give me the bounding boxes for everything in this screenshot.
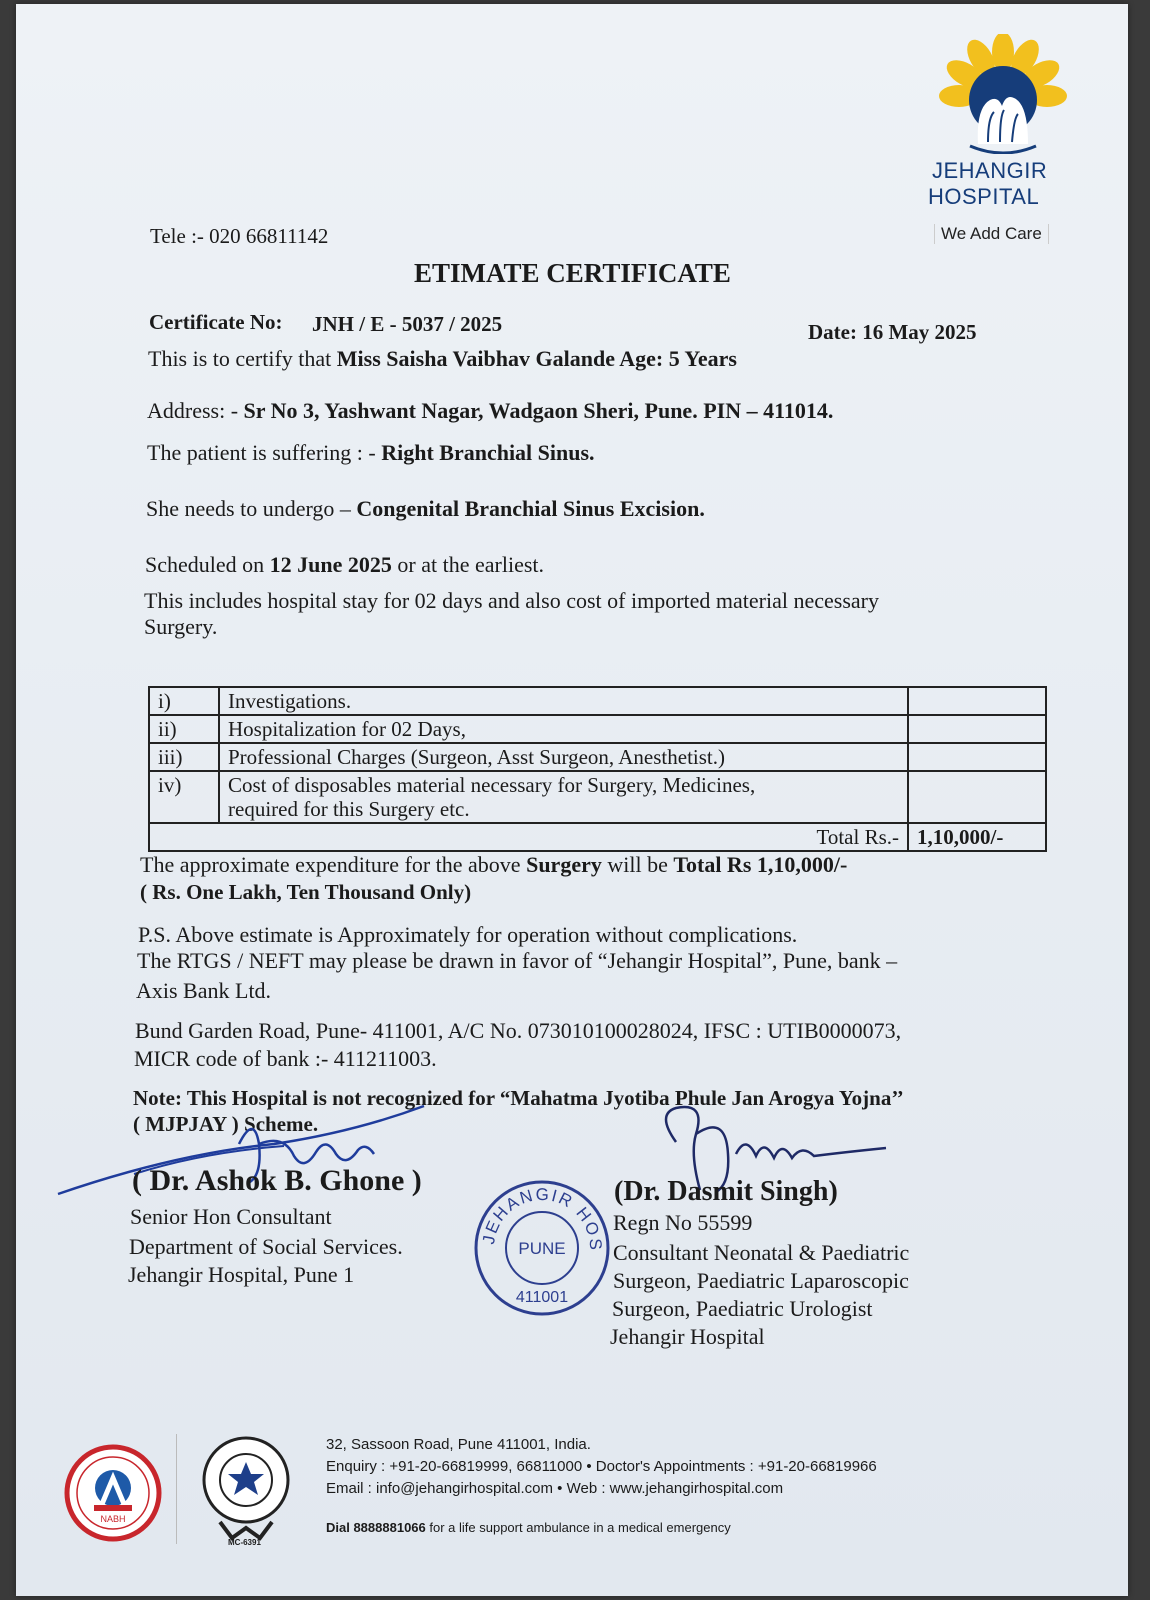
address-label: Address: -	[147, 398, 239, 423]
total-label: Total Rs.-	[149, 823, 908, 851]
hospital-stamp-icon	[472, 1178, 612, 1318]
expenditure-surgery: Surgery	[526, 852, 602, 877]
mc-logo	[196, 1434, 296, 1554]
ambulance-number: Dial 8888881066	[326, 1520, 426, 1535]
stamp-pin-text: 411001	[515, 1289, 569, 1306]
sunflower-logo-icon	[928, 34, 1078, 154]
schedule-suffix: or at the earliest.	[397, 552, 545, 577]
patient-details: Miss Saisha Vaibhav Galande Age: 5 Years	[336, 346, 737, 371]
right-signatory-line-3: Surgeon, Paediatric Laparoscopic	[613, 1268, 909, 1293]
stamp-ring-text: JEHANGIR HOS	[479, 1184, 606, 1253]
nabh-label: NABH	[100, 1514, 126, 1524]
table-row	[149, 771, 1046, 823]
ps-line-3: Axis Bank Ltd.	[136, 978, 272, 1003]
diagnosis-label: The patient is suffering : -	[147, 440, 376, 465]
certificate-number-label: Certificate No:	[149, 310, 283, 334]
right-signatory-line-5: Jehangir Hospital	[610, 1324, 765, 1349]
row-number: iv)	[149, 771, 219, 823]
certify-prefix: This is to certify that	[148, 346, 332, 371]
right-signatory-line-1: Regn No 55599	[613, 1210, 753, 1235]
nabh-badge-icon	[64, 1444, 162, 1542]
diagnosis-line	[147, 440, 595, 466]
row-description-line-1: Cost of disposables material necessary for Surgery, Medicines,	[228, 773, 756, 797]
table-row	[149, 687, 1046, 715]
schedule-line	[145, 552, 544, 578]
row-description: Investigations.	[219, 687, 908, 715]
row-description	[219, 771, 908, 823]
estimate-table	[148, 686, 1047, 852]
left-signatory-line-3: Jehangir Hospital, Pune 1	[128, 1262, 355, 1287]
ambulance-text: for a life support ambulance in a medical emergency	[429, 1520, 731, 1535]
expenditure-total: Total Rs 1,10,000/-	[673, 852, 848, 877]
row-number: i)	[149, 687, 219, 715]
right-signatory-line-2: Consultant Neonatal & Paediatric	[613, 1240, 910, 1265]
left-signatory-line-1: Senior Hon Consultant	[130, 1204, 332, 1229]
expenditure-prefix: The approximate expenditure for the above	[140, 852, 521, 877]
certify-line	[148, 346, 737, 372]
table-row	[149, 715, 1046, 743]
mc-code: MC-6391	[228, 1538, 261, 1547]
ps-line-2: The RTGS / NEFT may please be drawn in favor of “Jehangir Hospital”, Pune, bank –	[137, 948, 898, 973]
certificate-page	[16, 4, 1128, 1596]
table-row	[149, 743, 1046, 771]
diagnosis-value: Right Branchial Sinus.	[381, 440, 595, 465]
left-signatory-line-2: Department of Social Services.	[129, 1234, 403, 1259]
stamp-center-text: PUNE	[518, 1239, 566, 1258]
footer-enquiry: Enquiry : +91-20-66819999, 66811000 • Doctor's Appointments : +91-20-66819966	[326, 1458, 877, 1475]
schedule-date: 12 June 2025	[269, 552, 392, 577]
address-value: Sr No 3, Yashwant Nagar, Wadgaon Sheri, Pune. PIN – 411014.	[243, 398, 834, 423]
logo-tagline: We Add Care	[934, 224, 1049, 244]
row-amount	[908, 687, 1046, 715]
procedure-label: She needs to undergo –	[146, 496, 351, 521]
expenditure-mid: will be	[607, 852, 668, 877]
quality-council-seal-icon	[196, 1434, 296, 1546]
row-description: Hospitalization for 02 Days,	[219, 715, 908, 743]
ps-line-4: Bund Garden Road, Pune- 411001, A/C No. 073010100028024, IFSC : UTIB0000073,	[135, 1018, 902, 1043]
schedule-prefix: Scheduled on	[145, 552, 265, 577]
footer-divider	[176, 1434, 177, 1544]
ps-line-1: P.S. Above estimate is Approximately for operation without complications.	[138, 922, 798, 947]
logo-name: JEHANGIR	[932, 158, 1048, 183]
logo-name-second: HOSPITAL	[928, 184, 1040, 209]
row-amount	[908, 743, 1046, 771]
row-amount	[908, 715, 1046, 743]
expenditure-words: ( Rs. One Lakh, Ten Thousand Only)	[140, 880, 472, 904]
note-line-2: ( MJPJAY ) Scheme.	[133, 1112, 319, 1136]
total-amount: 1,10,000/-	[908, 823, 1046, 851]
ps-line-5: MICR code of bank :- 411211003.	[134, 1046, 437, 1071]
total-row	[149, 823, 1046, 851]
right-signatory-name: (Dr. Dasmit Singh)	[614, 1176, 838, 1207]
footer-address: 32, Sassoon Road, Pune 411001, India.	[326, 1436, 591, 1453]
row-description-line-2: required for this Surgery etc.	[228, 797, 470, 821]
certificate-date: Date: 16 May 2025	[808, 320, 977, 344]
address-line	[147, 398, 833, 424]
row-description: Professional Charges (Surgeon, Asst Surgeon, Anesthetist.)	[219, 743, 908, 771]
includes-line-2: Surgery.	[144, 614, 218, 639]
procedure-value: Congenital Branchial Sinus Excision.	[356, 496, 705, 521]
footer-email-web: Email : info@jehangirhospital.com • Web : www.jehangirhospital.com	[326, 1480, 784, 1497]
hospital-stamp	[472, 1178, 612, 1318]
certificate-number: JNH / E - 5037 / 2025	[312, 312, 503, 336]
right-signatory-line-4: Surgeon, Paediatric Urologist	[612, 1296, 873, 1321]
left-signatory-name: ( Dr. Ashok B. Ghone )	[132, 1164, 422, 1197]
note-line-1: Note: This Hospital is not recognized for “Mahatma Jyotiba Phule Jan Arogya Yojna’’	[133, 1086, 904, 1110]
telephone: Tele :- 020 66811142	[150, 224, 329, 248]
row-number: iii)	[149, 743, 219, 771]
procedure-line	[146, 496, 705, 522]
page-title: ETIMATE CERTIFICATE	[414, 258, 731, 288]
nabh-logo	[64, 1444, 162, 1542]
expenditure-line	[140, 852, 847, 878]
footer-ambulance	[326, 1520, 731, 1535]
row-number: ii)	[149, 715, 219, 743]
hospital-logo	[928, 34, 1078, 164]
row-amount	[908, 771, 1046, 823]
includes-line-1: This includes hospital stay for 02 days and also cost of imported material necessary	[144, 588, 879, 613]
